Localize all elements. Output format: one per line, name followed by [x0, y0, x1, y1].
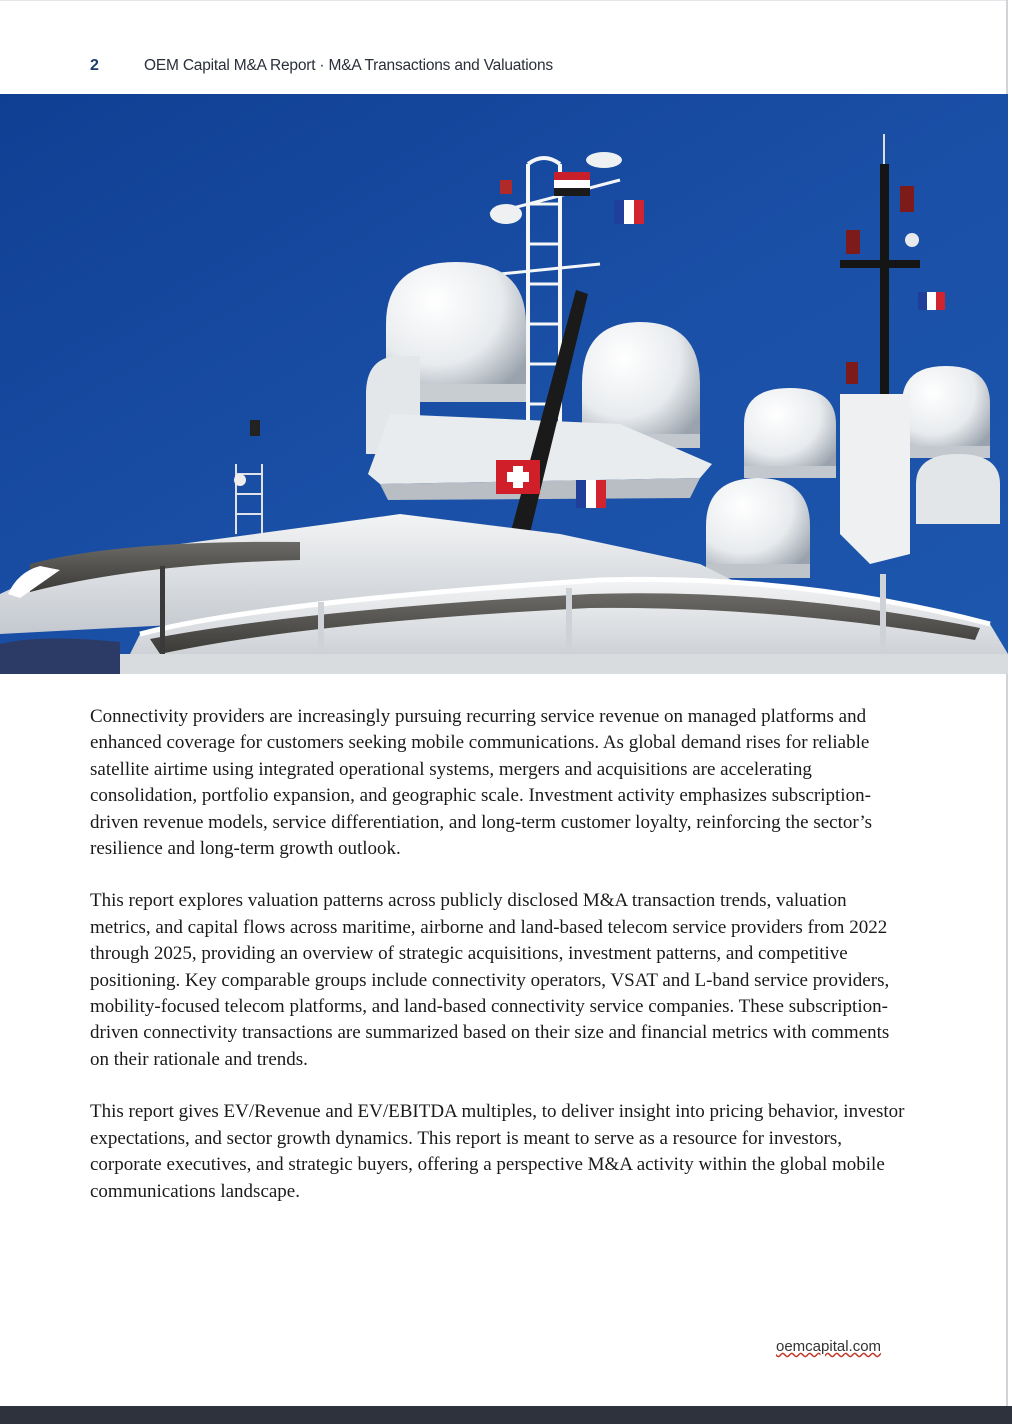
footer-bar — [0, 1406, 1012, 1424]
hero-photo — [0, 94, 1008, 674]
page-header — [0, 56, 1006, 80]
report-body — [90, 704, 912, 1231]
yacht-satellite-domes-photo — [0, 94, 1008, 674]
page-top-edge — [0, 0, 1008, 1]
paragraph-intro: Connectivity providers are increasingly pursuing recurring service revenue on managed platforms and enhanced coverage for customers seeking mobile communications. As global demand rises for reliable satellite airtime using integrated operational systems, mergers and acquisitions are accelerating consolidation, portfolio expansion, and geographic scale. Investment activity emphasizes subscription-driven revenue models, service differentiation, and long-term customer loyalty, reinforcing the sector’s resilience and long-term growth outlook. — [90, 706, 873, 860]
paragraph-multiples: This report gives EV/Revenue and EV/EBITDA multiples, to deliver insight into pricing behavior, investor expectations, and sector growth dynamics. This report is meant to serve as a resource for investors, corporate executives, and strategic buyers, offering a perspective M&A activity within the global mobile communications landscape. — [90, 1101, 905, 1202]
paragraph-scope: This report explores valuation patterns across publicly disclosed M&A transaction trends, valuation metrics, and capital flows across maritime, airborne and land-based telecom service providers from 2022 through 2025, providing an overview of strategic acquisitions, investment patterns, and competitive positioning. Key comparable groups include connectivity operators, VSAT and L-band service providers, mobility-focused telecom platforms, and land-based connectivity service companies. These subscription-driven connectivity transactions are summarized based on their size and financial metrics with comments on their rationale and trends. — [90, 890, 890, 1070]
website-link[interactable]: oemcapital.com — [776, 1338, 882, 1355]
page-number: 2 — [90, 57, 99, 74]
report-title: OEM Capital M&A Report · M&A Transactions and Valuations — [144, 57, 553, 74]
